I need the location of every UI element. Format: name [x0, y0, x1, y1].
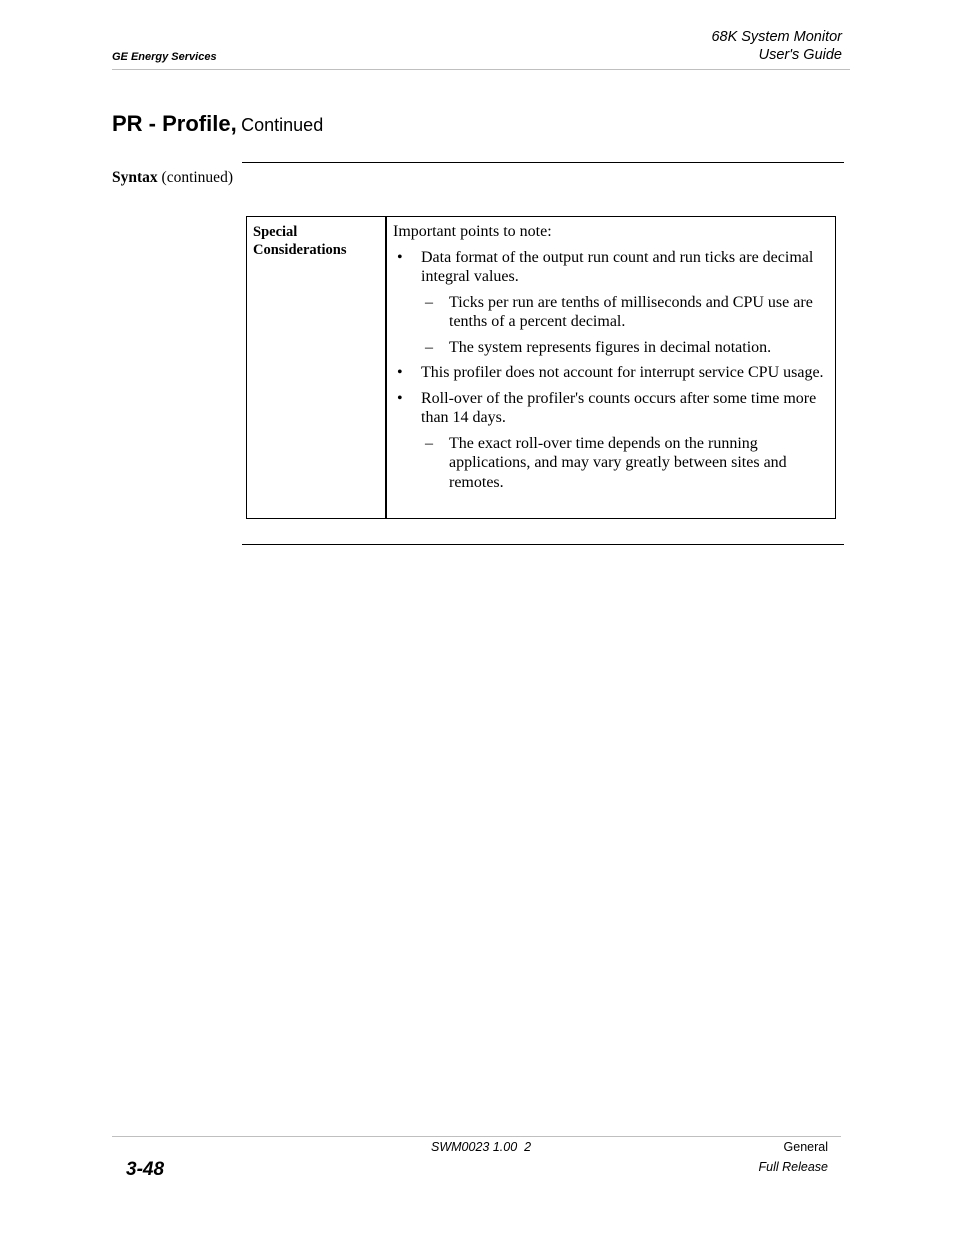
syntax-label — [112, 169, 233, 187]
table-row-label — [253, 223, 379, 259]
section-title — [112, 111, 323, 137]
block-top-rule — [242, 162, 844, 163]
list-item-text: Roll-over of the profiler's counts occurs after some time more than 14 days. — [421, 389, 817, 426]
list-subitem — [393, 434, 825, 493]
footer-doc-id: SWM0023 1.00 2 — [431, 1140, 532, 1154]
section-title-main: PR - Profile, — [112, 111, 237, 136]
section-title-continued: Continued — [241, 115, 324, 135]
block-bottom-rule — [242, 544, 844, 545]
list-subitem — [393, 293, 825, 332]
header-company: GE Energy Services — [112, 51, 217, 63]
table-column-divider — [385, 217, 387, 518]
table-intro: Important points to note: — [393, 223, 552, 240]
footer-release: Full Release — [758, 1160, 828, 1174]
dash-marker: – — [425, 434, 433, 452]
page-number: 3-48 — [126, 1159, 165, 1180]
dash-marker: – — [425, 293, 433, 311]
bullet-marker: • — [397, 364, 403, 381]
special-considerations-table — [246, 216, 836, 519]
list-subitem — [393, 338, 825, 358]
list-item — [393, 389, 825, 428]
table-row-label-line1: Special — [253, 224, 298, 240]
table-row-label-line2: Considerations — [253, 242, 347, 258]
header-doc-title-line1: 68K System Monitor — [711, 29, 842, 45]
bullet-marker: • — [397, 248, 403, 266]
syntax-label-bold: Syntax — [112, 169, 158, 186]
header-doc-title — [711, 28, 842, 64]
list-item-text: Data format of the output run count and run ticks are decimal integral values. — [421, 248, 814, 285]
table-row-content — [393, 222, 825, 498]
list-subitem-text: Ticks per run are tenths of milliseconds and CPU use are tenths of a percent decimal. — [449, 293, 813, 330]
footer-divider — [112, 1136, 841, 1137]
bullet-marker: • — [397, 389, 403, 407]
list-item-text: This profiler does not account for interrupt service CPU usage. — [421, 364, 824, 381]
list-subitem-text: The exact roll-over time depends on the running applications, and may vary greatly between sites and remotes. — [449, 434, 787, 491]
list-item — [393, 363, 825, 383]
header-doc-title-line2: User's Guide — [758, 47, 842, 63]
dash-marker: – — [425, 338, 433, 356]
list-subitem-text: The system represents figures in decimal notation. — [449, 338, 772, 356]
header-divider — [112, 69, 850, 70]
list-item — [393, 248, 825, 287]
footer-classification: General — [783, 1140, 828, 1154]
syntax-label-suffix: (continued) — [161, 169, 233, 186]
